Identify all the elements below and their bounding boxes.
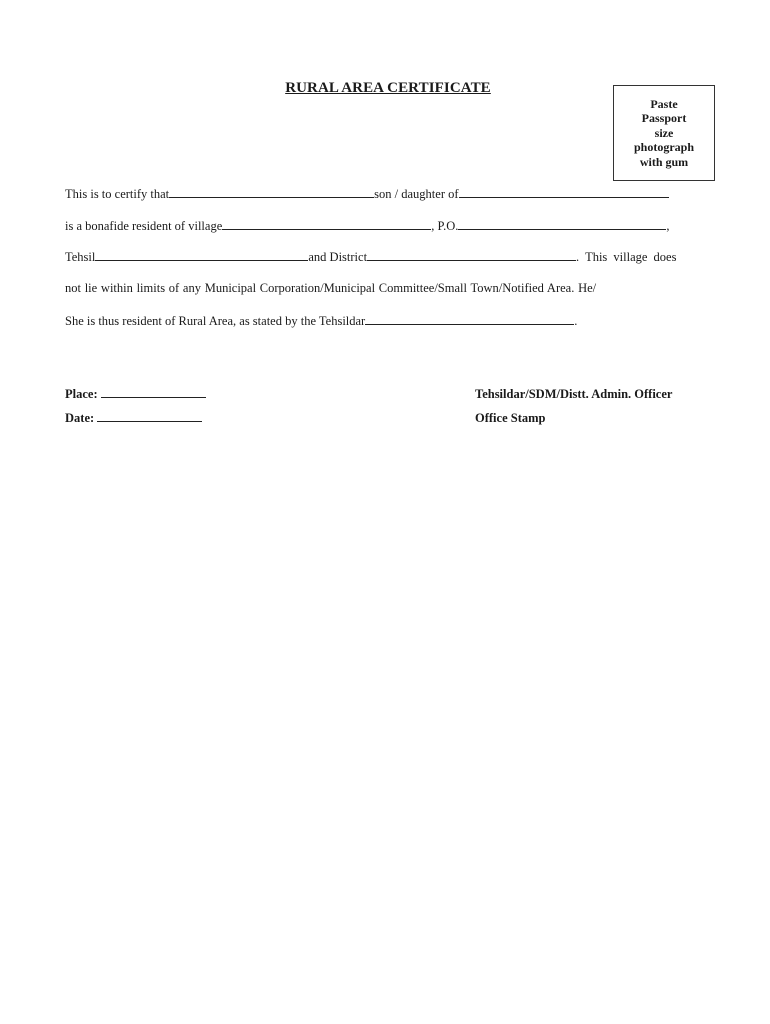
photo-box-line: size	[654, 125, 674, 140]
po-text: , P.O.	[431, 219, 459, 233]
place-row	[65, 387, 206, 402]
name-blank-field[interactable]	[169, 186, 374, 198]
tehsil-text: Tehsil	[65, 250, 96, 264]
body-line-1	[65, 186, 669, 202]
date-blank-field[interactable]	[97, 411, 202, 422]
village-does-text: . This village does	[576, 250, 677, 264]
tehsildar-blank-field[interactable]	[365, 313, 574, 325]
photo-box-line: Paste	[650, 96, 678, 111]
photo-box-line: photograph	[633, 140, 695, 155]
body-line-2	[65, 218, 669, 234]
place-label: Place:	[65, 387, 98, 401]
certify-text: This is to certify that	[65, 187, 170, 201]
photo-box-line: with gum	[639, 154, 689, 169]
resident-village-text: is a bonafide resident of village	[65, 219, 223, 233]
resident-rural-text: She is thus resident of Rural Area, as stated by the Tehsildar	[65, 314, 366, 328]
period-text: .	[574, 314, 578, 328]
district-blank-field[interactable]	[367, 249, 576, 261]
body-line-4: not lie within limits of any Municipal Corporation/Municipal Committee/Small Town/Notified Area. He/	[65, 281, 597, 295]
po-blank-field[interactable]	[458, 218, 666, 230]
certificate-title: RURAL AREA CERTIFICATE	[285, 80, 491, 96]
son-daughter-text: son / daughter of	[374, 187, 459, 201]
parent-name-blank-field[interactable]	[459, 186, 669, 198]
date-label: Date:	[65, 411, 95, 425]
photo-box-line: Passport	[641, 111, 687, 126]
village-blank-field[interactable]	[222, 218, 431, 230]
body-line-3	[65, 249, 676, 265]
body-line-5	[65, 313, 577, 329]
district-text: and District	[308, 250, 368, 264]
date-row	[65, 411, 202, 426]
passport-photo-box	[613, 85, 715, 181]
office-stamp-label: Office Stamp	[475, 411, 546, 425]
place-blank-field[interactable]	[101, 387, 206, 398]
officer-title: Tehsildar/SDM/Distt. Admin. Officer	[475, 387, 673, 401]
tehsil-blank-field[interactable]	[95, 249, 308, 261]
comma-text: ,	[666, 219, 670, 233]
